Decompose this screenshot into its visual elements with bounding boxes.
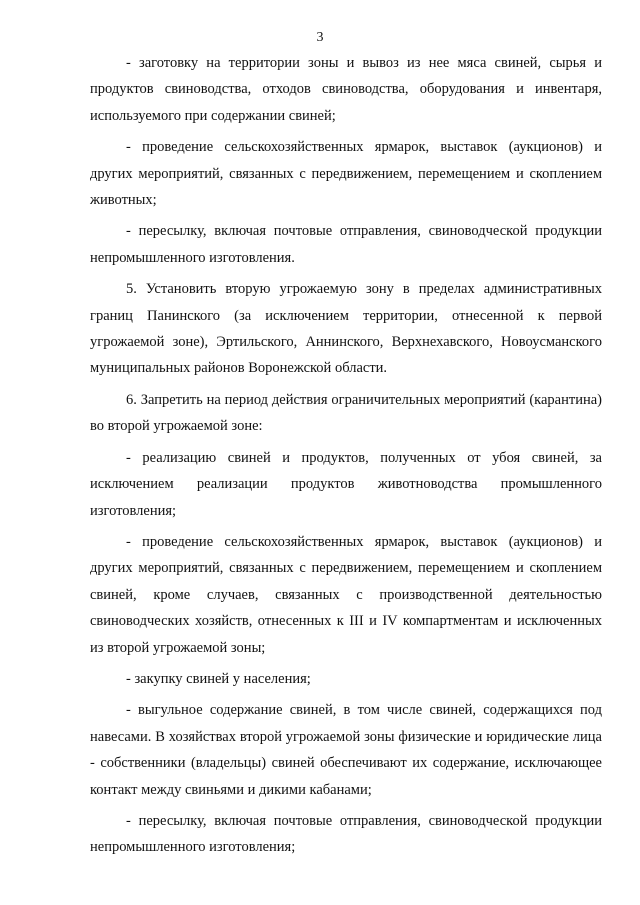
paragraph-sale-ban: - реализацию свиней и продуктов, полученных от убоя свиней, за исключением реализации продуктов животноводства промышленного изготовления; — [90, 449, 602, 519]
paragraph-purchase-ban: - закупку свиней у населения; — [126, 670, 311, 687]
paragraph-fairs-ban-pigs: - проведение сельскохозяйственных ярмарок, выставок (аукционов) и других мероприятий, связанных с передвижением, перемещением и скоплением свиней, кроме случаев, связанных с производственной деятельностью свиноводческих хозяйств, отнесенных к III и IV компартментам и исключенных из второй угрожаемой зоны; — [90, 533, 602, 656]
paragraph-fairs-ban-animals: - проведение сельскохозяйственных ярмарок, выставок (аукционов) и других мероприятий, связанных с передвижением, перемещением и скоплением животных; — [90, 139, 602, 209]
paragraph-mailing-ban-zone-2: - пересылку, включая почтовые отправления, свиноводческой продукции непромышленного изготовления; — [90, 812, 602, 856]
paragraph-outdoor-keeping-ban: - выгульное содержание свиней, в том числе свиней, содержащихся под навесами. В хозяйствах второй угрожаемой зоны физические и юридические лица - собственники (владельцы) свиней обеспечивают их содержание, исключающее контакт между свиньями и дикими кабанами; — [90, 702, 602, 798]
paragraph-item-6: 6. Запретить на период действия ограничительных мероприятий (карантина) во второй угрожаемой зоне: — [90, 391, 602, 435]
paragraph-mailing-ban: - пересылку, включая почтовые отправления, свиноводческой продукции непромышленного изготовления. — [90, 223, 602, 266]
document-body — [90, 50, 602, 866]
paragraph-harvest-ban: - заготовку на территории зоны и вывоз из нее мяса свиней, сырья и продуктов свиноводства, отходов свиноводства, оборудования и инвентаря, используемого при содержании свиней; — [90, 55, 602, 124]
paragraph-item-5: 5. Установить вторую угрожаемую зону в пределах административных границ Панинского (за исключением территории, отнесенной к первой угрожаемой зоне), Эртильского, Аннинского, Верхнехавского, Новоусманского муниципальных районов Воронежской области. — [90, 281, 602, 377]
page-number: 3 — [316, 30, 324, 45]
